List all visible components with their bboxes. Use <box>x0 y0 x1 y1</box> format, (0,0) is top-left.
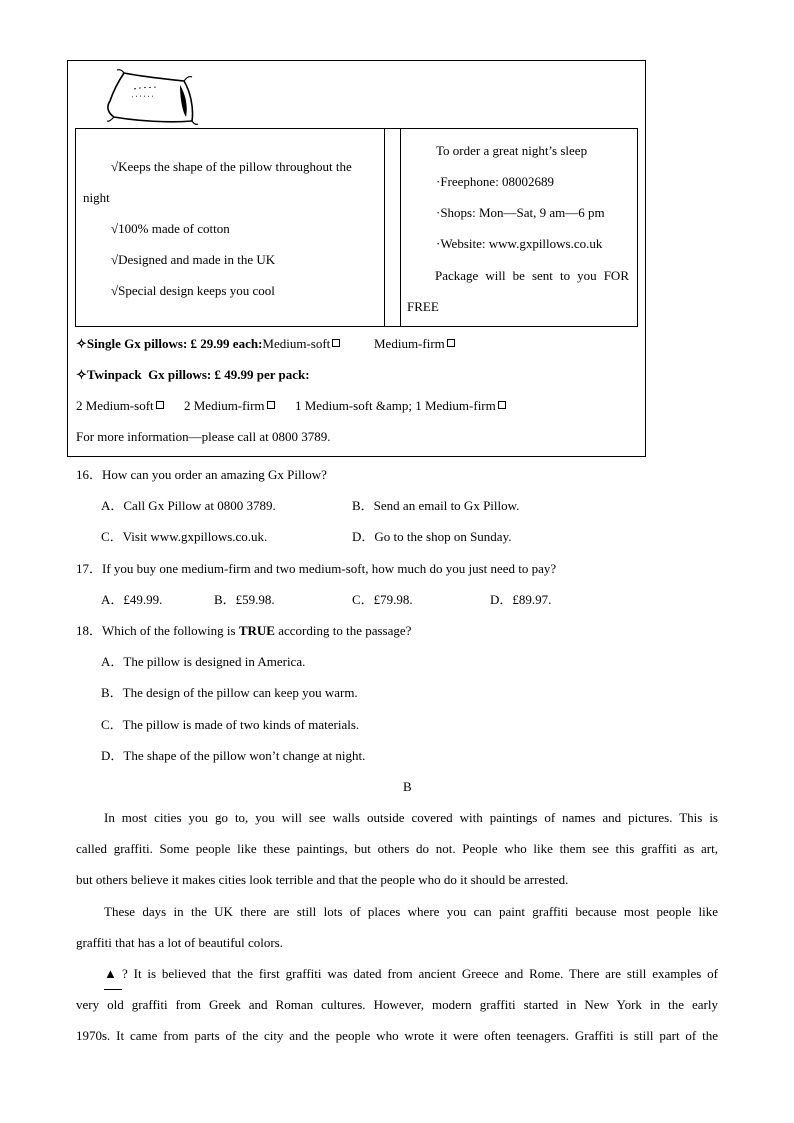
twin-option-soft: 2 Medium-soft <box>76 398 154 413</box>
checkbox-single-soft <box>332 339 340 347</box>
q16-option-c: C．Visit www.gxpillows.co.uk. <box>101 529 268 544</box>
question-16: 16．How can you order an amazing Gx Pillow? <box>76 467 327 482</box>
twin-option-soft-wrap <box>76 398 164 414</box>
q18-option-a: A．The pillow is designed in America. <box>101 654 306 669</box>
feature-uk: √Designed and made in the UK <box>111 252 276 267</box>
p2-line-2: graffiti that has a lot of beautiful colors. <box>76 935 283 950</box>
checkbox-single-firm <box>447 339 455 347</box>
twin-option-mixed-wrap <box>295 398 506 414</box>
q18-option-b: B．The design of the pillow can keep you warm. <box>101 685 358 700</box>
p3-line-1-wrap <box>76 958 718 989</box>
pillow-icon <box>104 67 200 129</box>
q18-option-c: C．The pillow is made of two kinds of materials. <box>101 717 360 732</box>
p2-line-1: These days in the UK there are still lots of places where you can paint graffiti because most people like <box>104 904 718 919</box>
q18-stem-bold: TRUE <box>238 623 275 638</box>
question-18 <box>76 623 411 639</box>
checkbox-twin-firm <box>267 401 275 409</box>
feature-shape: √Keeps the shape of the pillow throughout the <box>111 159 352 174</box>
order-freephone: ·Freephone: 08002689 <box>436 174 555 189</box>
section-b-heading: B <box>403 779 412 794</box>
p3-line-2: very old graffiti from Greek and Roman cultures. However, modern graffiti started in New York in the early <box>76 997 718 1012</box>
q16-option-d: D．Go to the shop on Sunday. <box>352 529 512 544</box>
p1-line-2: called graffiti. Some people like these paintings, but others do not. People who like them see this graffiti as art, <box>76 841 718 856</box>
q17-option-d: D．£89.97. <box>490 592 552 607</box>
single-pillow-label: ✧Single Gx pillows: £ 29.99 each: <box>76 336 263 351</box>
q17-option-b: B．£59.98. <box>214 592 275 607</box>
order-heading: To order a great night’s sleep <box>436 143 588 158</box>
order-shops: ·Shops: Mon—Sat, 9 am—6 pm <box>436 205 605 220</box>
single-option-soft: Medium-soft <box>262 336 331 351</box>
q18-option-d: D．The shape of the pillow won’t change at night. <box>101 748 366 763</box>
feature-cotton: √100% made of cotton <box>111 221 230 236</box>
order-website: ·Website: www.gxpillows.co.uk <box>436 236 603 251</box>
single-option-firm: Medium-firm <box>374 336 445 351</box>
twin-option-firm-wrap <box>184 398 275 414</box>
q18-stem-b: according to the passage? <box>274 623 412 638</box>
feature-cool: √Special design keeps you cool <box>111 283 275 298</box>
answer-blank[interactable]: ▲ <box>104 958 122 990</box>
twin-option-mixed: 1 Medium-soft &amp; 1 Medium-firm <box>295 398 496 413</box>
passage-paragraph-2 <box>76 896 718 958</box>
order-package-free: FREE <box>407 299 439 314</box>
passage-paragraph-3 <box>76 958 718 1051</box>
q18-stem-a: 18．Which of the following is <box>76 623 239 638</box>
twinpack-label <box>76 367 310 383</box>
twin-option-firm: 2 Medium-firm <box>184 398 265 413</box>
order-package: Package will be sent to you FOR <box>435 268 629 283</box>
more-info: For more information—please call at 0800 3789. <box>76 429 331 444</box>
p3-line-1: ? It is believed that the first graffiti was dated from ancient Greece and Rome. There are still examples of <box>122 966 718 981</box>
checkbox-twin-soft <box>156 401 164 409</box>
p1-line-1: In most cities you go to, you will see walls outside covered with paintings of names and pictures. This is <box>104 810 718 825</box>
p3-line-3: 1970s. It came from parts of the city and the people who wrote it were often teenagers. Graffiti is still part of the <box>76 1028 718 1043</box>
q16-option-a: A．Call Gx Pillow at 0800 3789. <box>101 498 276 513</box>
p1-line-3: but others believe it makes cities look terrible and that the people who do it should be arrested. <box>76 872 569 887</box>
twinpack-label-a: ✧Twinpack <box>76 367 142 382</box>
single-option-firm-wrap <box>374 336 455 352</box>
twinpack-label-b: Gx pillows: £ 49.99 per pack: <box>148 367 310 382</box>
passage-paragraph-1 <box>76 802 718 895</box>
q16-option-b: B．Send an email to Gx Pillow. <box>352 498 520 513</box>
feature-shape-cont: night <box>83 190 110 205</box>
single-pillow-line <box>76 336 340 352</box>
question-17: 17．If you buy one medium-firm and two medium-soft, how much do you just need to pay? <box>76 561 557 576</box>
q17-option-c: C．£79.98. <box>352 592 413 607</box>
q17-option-a: A．£49.99. <box>101 592 163 607</box>
checkbox-twin-mixed <box>498 401 506 409</box>
